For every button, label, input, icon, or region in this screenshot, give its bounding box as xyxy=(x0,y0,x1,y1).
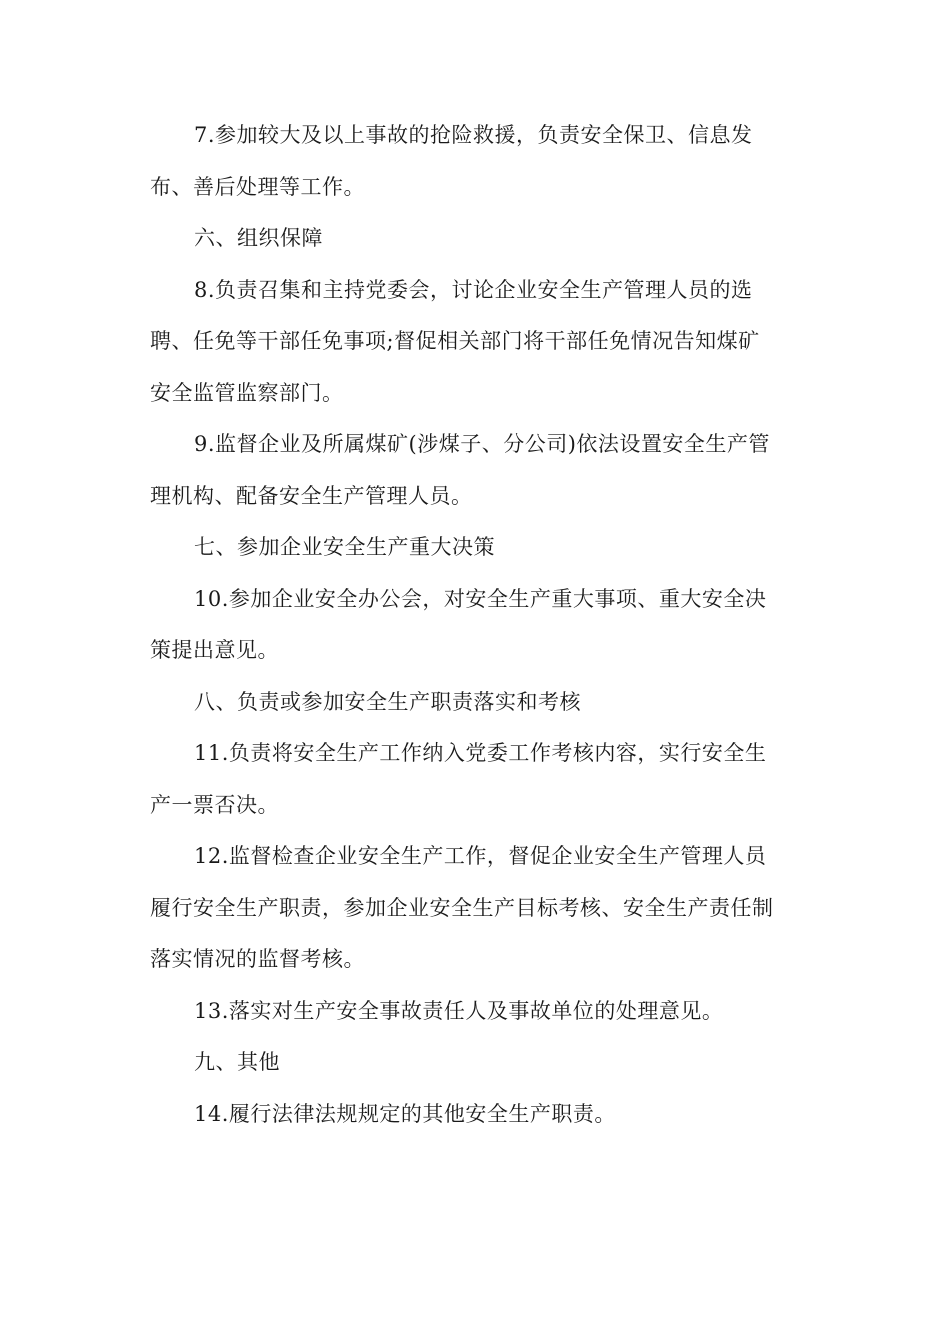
paragraph-line: 14.履行法律法规规定的其他安全生产职责。 xyxy=(194,1101,616,1126)
section-heading-6 xyxy=(150,213,800,265)
paragraph-item-10 xyxy=(150,574,800,677)
paragraph-line: 布、善后处理等工作。 xyxy=(150,174,365,199)
heading-line: 九、其他 xyxy=(194,1050,280,1074)
paragraph-line: 9.监督企业及所属煤矿(涉煤子、分公司)依法设置安全生产管 xyxy=(194,432,770,456)
paragraph-item-9 xyxy=(150,419,800,522)
paragraph-item-14 xyxy=(150,1089,800,1141)
paragraph-line: 7.参加较大及以上事故的抢险救援，负责安全保卫、信息发 xyxy=(194,123,753,147)
paragraph-line: 11.负责将安全生产工作纳入党委工作考核内容，实行安全生 xyxy=(194,741,767,765)
section-heading-9 xyxy=(150,1037,800,1089)
paragraph-line: 产一票否决。 xyxy=(150,792,279,817)
paragraph-line: 13.落实对生产安全事故责任人及事故单位的处理意见。 xyxy=(194,998,724,1023)
paragraph-line: 策提出意见。 xyxy=(150,638,279,662)
paragraph-line: 聘、任免等干部任免事项;督促相关部门将干部任免情况告知煤矿 xyxy=(150,329,760,353)
paragraph-line: 12.监督检查企业安全生产工作，督促企业安全生产管理人员 xyxy=(194,844,767,868)
paragraph-line: 理机构、配备安全生产管理人员。 xyxy=(150,483,473,508)
paragraph-line: 8.负责召集和主持党委会，讨论企业安全生产管理人员的选 xyxy=(194,277,753,302)
heading-line: 七、参加企业安全生产重大决策 xyxy=(194,535,495,559)
paragraph-item-11 xyxy=(150,728,800,831)
document-body xyxy=(150,110,800,1140)
paragraph-item-13 xyxy=(150,986,800,1038)
heading-line: 八、负责或参加安全生产职责落实和考核 xyxy=(194,689,581,714)
paragraph-line: 10.参加企业安全办公会，对安全生产重大事项、重大安全决 xyxy=(194,586,767,611)
paragraph-line: 落实情况的监督考核。 xyxy=(150,947,365,971)
section-heading-7 xyxy=(150,522,800,574)
paragraph-item-7 xyxy=(150,110,800,213)
paragraph-item-8 xyxy=(150,265,800,420)
paragraph-line: 安全监管监察部门。 xyxy=(150,380,344,405)
paragraph-line: 履行安全生产职责，参加企业安全生产目标考核、安全生产责任制 xyxy=(150,895,774,920)
heading-line: 六、组织保障 xyxy=(194,226,323,250)
section-heading-8 xyxy=(150,677,800,729)
paragraph-item-12 xyxy=(150,831,800,986)
